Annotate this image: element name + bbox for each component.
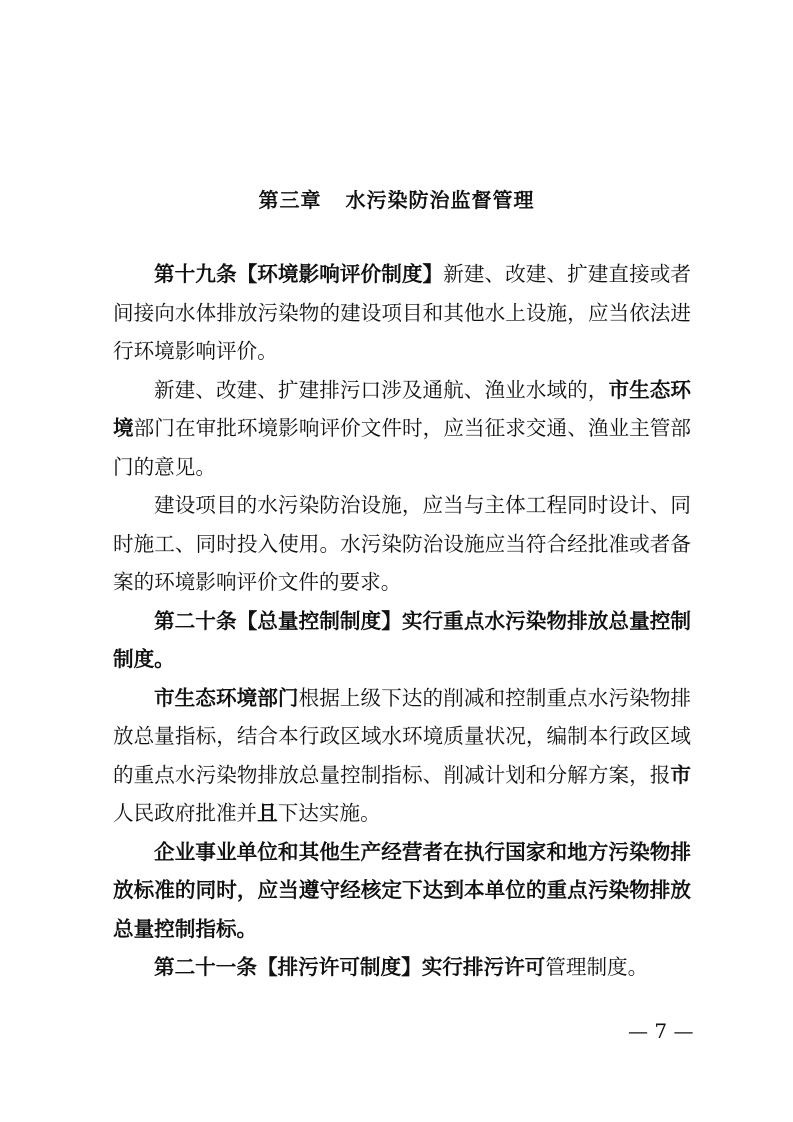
article-20-paragraph <box>113 602 691 679</box>
article-19-paragraph-2 <box>113 371 691 487</box>
paragraph-bold-text: 市生态环境 <box>113 377 691 440</box>
paragraph-text: 新建、改建、扩建排污口涉及通航、渔业水域的， <box>154 377 609 402</box>
article-20-heading: 第二十条【总量控制制度】 <box>154 608 402 633</box>
article-19-heading: 第十九条【环境影响评价制度】 <box>154 262 444 286</box>
article-20-text: 实行重点水污染物排放总量控制制度。 <box>113 608 691 671</box>
chapter-title <box>0 184 793 213</box>
chapter-name: 水污染防治监督管理 <box>345 188 535 212</box>
paragraph-bold-text: 市 <box>670 762 691 787</box>
paragraph-text: 下达实施。 <box>277 801 381 825</box>
paragraph-text: 管理制度。 <box>545 955 649 979</box>
chapter-number: 第三章 <box>258 188 322 212</box>
document-body <box>113 255 691 987</box>
article-19-text: 新建、改建、扩建直接或者间接向水体排放污染物的建设项目和其他水上设施，应当依法进行环境影响评价。 <box>113 262 691 363</box>
paragraph-text: 建设项目的水污染防治设施，应当与主体工程同时设计、同时施工、同时投入使用。水污染防治设施应当符合经批准或者备案的环境影响评价文件的要求。 <box>113 493 691 594</box>
article-19-paragraph <box>113 255 691 371</box>
paragraph-text: 人民政府批准并 <box>113 801 258 825</box>
article-19-paragraph-3 <box>113 486 691 602</box>
article-21-paragraph <box>113 948 691 987</box>
page-number: — 7 — <box>628 1019 694 1043</box>
paragraph-text: 根据上级下达的削减和控制重点水污染物排放总量指标，结合本行政区域水环境质量状况，编制本行政区域的重点水污染物排放总量控制指标、削减计划和分解方案，报 <box>113 685 691 787</box>
paragraph-bold-text: 市生态环境部门 <box>154 685 299 710</box>
article-20-paragraph-3 <box>113 833 691 949</box>
paragraph-bold-text: 企业事业单位和其他生产经营者在执行国家和地方污染物排放标准的同时，应当遵守经核定下达到本单位的重点污染物排放总量控制指标。 <box>113 839 691 941</box>
article-20-paragraph-2 <box>113 679 691 833</box>
paragraph-text: 部门在审批环境影响评价文件时，应当征求交通、渔业主管部门的意见。 <box>113 416 692 479</box>
paragraph-bold-text: 实行排污许可 <box>421 955 546 979</box>
paragraph-bold-text: 且 <box>257 801 278 825</box>
article-21-heading: 第二十一条【排污许可制度】 <box>154 955 422 979</box>
